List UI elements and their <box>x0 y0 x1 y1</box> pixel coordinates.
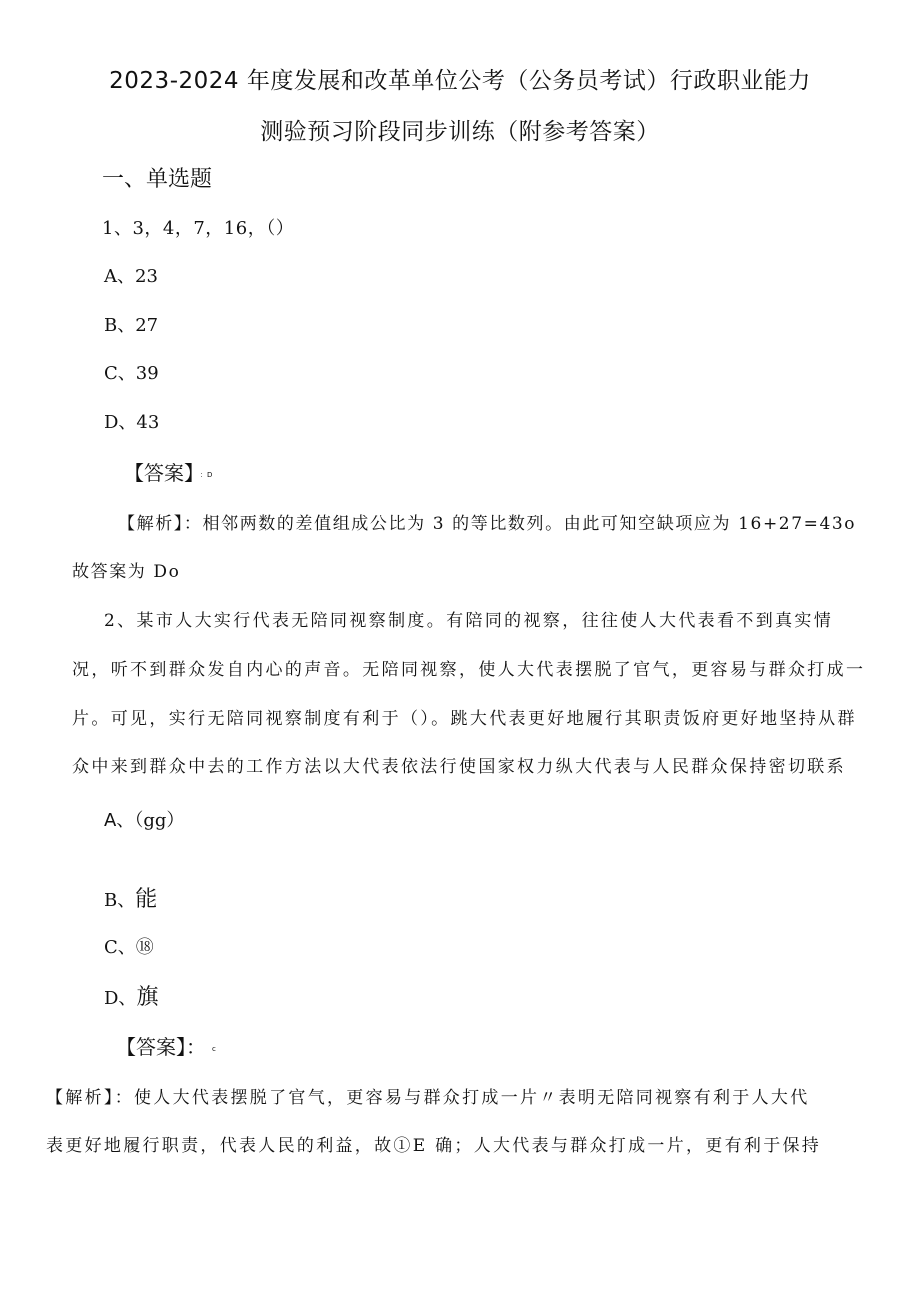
question-2-option-d-text: 旗 <box>136 985 159 1010</box>
question-2-answer <box>116 1031 216 1060</box>
question-2-answer-label: 【答案】： <box>116 1035 206 1059</box>
question-1-option-c: C、39 <box>104 363 159 384</box>
question-2-option-d-letter: D、 <box>104 988 137 1009</box>
question-2-option-c: C、⑱ <box>104 937 154 958</box>
question-1-analysis-line2: 故答案为 Do <box>72 562 181 582</box>
question-2-option-b-letter: B、 <box>104 890 136 911</box>
question-2-analysis-line1: 【解析】：使人大代表摆脱了官气，更容易与群众打成一片〃表明无陪同视察有利于人大代 <box>46 1088 810 1108</box>
document-title-line1: 2023-2024 年度发展和改革单位公考（公务员考试）行政职业能力 <box>109 68 811 94</box>
question-1-option-b: B、27 <box>104 315 159 336</box>
question-2-stem-line3: 片。可见，实行无陪同视察制度有利于（）。跳大代表更好地履行其职责饭府更好地坚持从群 <box>72 709 857 729</box>
question-2-stem-line2: 况，听不到群众发自内心的声音。无陪同视察，使人大代表摆脱了官气，更容易与群众打成一 <box>72 660 866 680</box>
question-2-stem-line4: 众中来到群众中去的工作方法以大代表依法行使国家权力纵大代表与人民群众保持密切联系 <box>72 757 846 777</box>
question-2-option-b <box>104 882 157 913</box>
question-1-answer <box>124 457 212 486</box>
question-2-option-a-letter: A <box>104 810 117 831</box>
question-2-option-b-text: 能 <box>135 887 158 912</box>
question-2-option-a-text: 、（gg） <box>116 810 185 831</box>
question-2-option-a <box>104 806 184 832</box>
question-1-option-a: A、23 <box>104 266 158 287</box>
question-2-analysis-line2: 表更好地履行职责，代表人民的利益，故①E 确；人大代表与群众打成一片，更有利于保持 <box>46 1136 822 1156</box>
section-heading: 一、单选题 <box>102 167 213 192</box>
document-title-line2: 测验预习阶段同步训练（附参考答案） <box>260 119 660 145</box>
question-2-option-d <box>104 980 158 1011</box>
question-2-stem-line1: 2、某市人大实行代表无陪同视察制度。有陪同的视察，往往使人大代表看不到真实情 <box>104 611 834 631</box>
question-1-answer-mark: ：D <box>200 470 213 479</box>
question-1-option-d: D、43 <box>104 412 160 433</box>
question-1-analysis-line1: 【解析】：相邻两数的差值组成公比为 3 的等比数列。由此可知空缺项应为 16+27=43o <box>118 514 857 534</box>
question-1-answer-label: 【答案】 <box>124 461 194 485</box>
question-2-answer-mark: c <box>212 1044 216 1053</box>
question-1-stem: 1、3，4，7，16，（） <box>102 218 295 239</box>
